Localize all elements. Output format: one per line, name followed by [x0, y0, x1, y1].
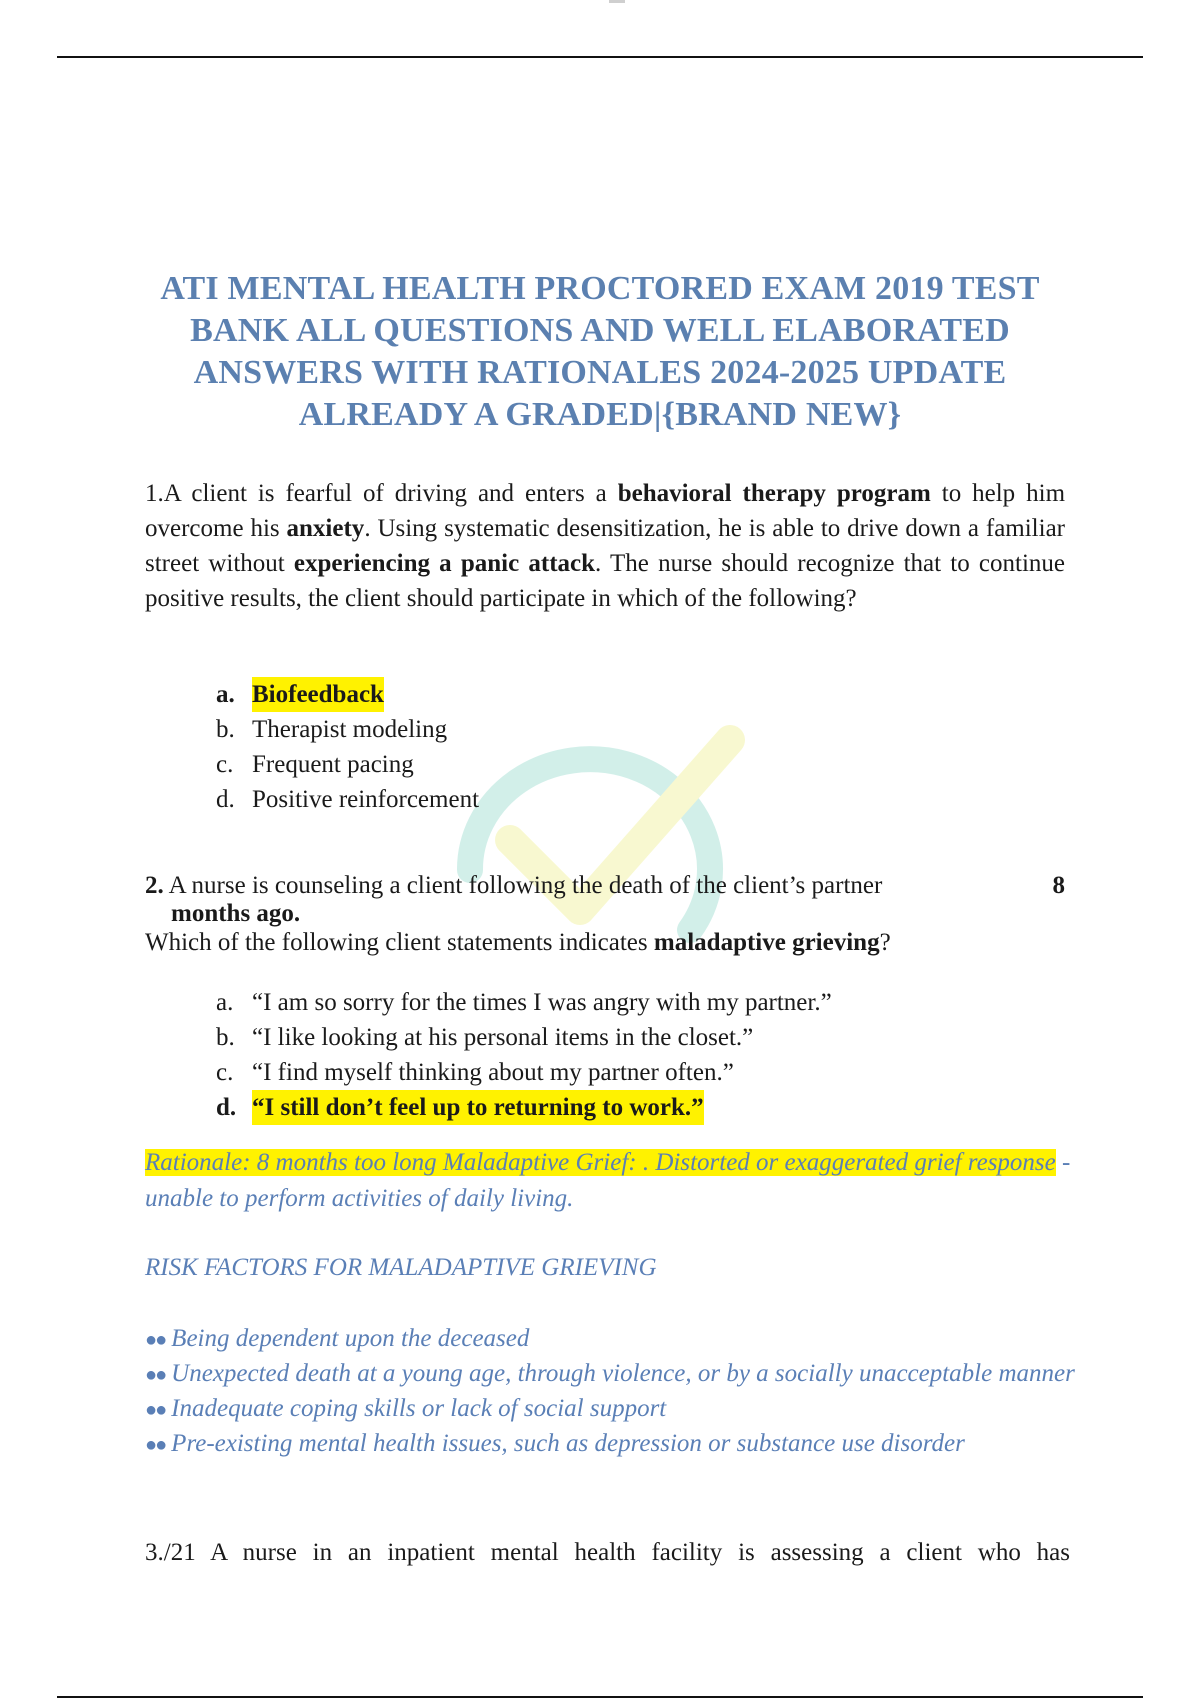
q2-option-c	[216, 1055, 832, 1090]
risk-factor-text: Inadequate coping skills or lack of social support	[171, 1395, 667, 1422]
q1-option-a	[216, 677, 479, 712]
bullet-icon: ●●	[145, 1434, 166, 1456]
q2-question-line	[145, 925, 1065, 960]
document-title: ATI MENTAL HEALTH PROCTORED EXAM 2019 TEST BANK ALL QUESTIONS AND WELL ELABORATED ANSWERS WITH RATIONALES 2024-2025 UPDATE ALREADY A GRADED|{BRAND NEW}	[160, 270, 1040, 433]
q2-bold: 8	[1052, 872, 1065, 899]
option-text-answer: “I still don’t feel up to returning to work.”	[252, 1090, 704, 1125]
list-item	[145, 1322, 1105, 1357]
q1-text: . The nurse should recognize that to continue positive results, the client should participate in which of the following?	[145, 550, 1065, 612]
question-3-stem: 3./21 A nurse in an inpatient mental health facility is assessing a client who has	[145, 1539, 1070, 1566]
header-rule	[57, 56, 1143, 58]
option-letter: a.	[216, 681, 235, 708]
q1-text: 1.A client is fearful of driving and enters a	[145, 480, 618, 507]
q2-number: 2.	[145, 872, 164, 899]
option-letter: d.	[216, 786, 235, 813]
list-item	[145, 1427, 1105, 1462]
q2-option-d	[216, 1090, 832, 1125]
option-letter: b.	[216, 716, 235, 743]
option-text: Therapist modeling	[252, 716, 448, 743]
option-letter: b.	[216, 1024, 235, 1051]
option-letter: c.	[216, 751, 234, 778]
q2-text: ?	[879, 929, 891, 956]
q1-option-c	[216, 747, 479, 782]
q1-bold: behavioral therapy program	[617, 480, 931, 507]
q1-text: to help him overcome his	[145, 480, 1066, 542]
bullet-icon: ●●	[145, 1364, 166, 1386]
bullet-icon: ●●	[145, 1399, 166, 1421]
q1-option-d	[216, 782, 479, 817]
q2-text: Which of the following client statements indicates	[145, 929, 654, 956]
question-1-options	[216, 677, 479, 817]
q2-bold-line: months ago.	[171, 900, 301, 927]
option-text: Positive reinforcement	[252, 786, 480, 813]
question-1-stem	[145, 476, 1065, 616]
rationale-text: - unable to perform activities of daily living.	[145, 1149, 1071, 1212]
q2-bold: maladaptive grieving	[653, 929, 880, 956]
q1-bold: experiencing a panic attack	[293, 550, 596, 577]
risk-factor-text: Being dependent upon the deceased	[171, 1325, 530, 1352]
list-item	[145, 1392, 1105, 1427]
risk-factors-list	[145, 1322, 1105, 1462]
rationale	[145, 1145, 1085, 1217]
question-2-stem	[145, 868, 1065, 960]
q2-text: A nurse is counseling a client following the death of the client’s partner	[168, 872, 883, 899]
bullet-icon: ●●	[145, 1329, 166, 1351]
option-text: “I like looking at his personal items in the closet.”	[252, 1024, 754, 1051]
option-text: “I find myself thinking about my partner often.”	[252, 1059, 734, 1086]
q2-option-b	[216, 1020, 832, 1055]
question-2-options	[216, 985, 832, 1125]
q2-first-line	[145, 868, 1065, 903]
option-letter: c.	[216, 1059, 234, 1086]
q2-option-a	[216, 985, 832, 1020]
list-item	[145, 1357, 1105, 1392]
option-letter: d.	[216, 1094, 237, 1121]
risk-factor-text: Unexpected death at a young age, through violence, or by a socially unacceptable manner	[171, 1360, 1075, 1387]
footer-rule	[57, 1696, 1143, 1698]
q1-text: . Using systematic desensitization, he is able to drive down a familiar street without	[145, 515, 1065, 577]
q1-bold: anxiety	[286, 515, 365, 542]
option-letter: a.	[216, 989, 234, 1016]
rationale-highlighted: Rationale: 8 months too long Maladaptive Grief: . Distorted or exaggerated grief response	[145, 1149, 1056, 1176]
option-text: “I am so sorry for the times I was angry with my partner.”	[252, 989, 832, 1016]
page-top-mark	[609, 0, 625, 3]
option-text-answer: Biofeedback	[252, 677, 384, 712]
q1-option-b	[216, 712, 479, 747]
risk-factors-heading: RISK FACTORS FOR MALADAPTIVE GRIEVING	[145, 1254, 657, 1281]
risk-factor-text: Pre-existing mental health issues, such as depression or substance use disorder	[171, 1430, 965, 1457]
option-text: Frequent pacing	[252, 751, 414, 778]
